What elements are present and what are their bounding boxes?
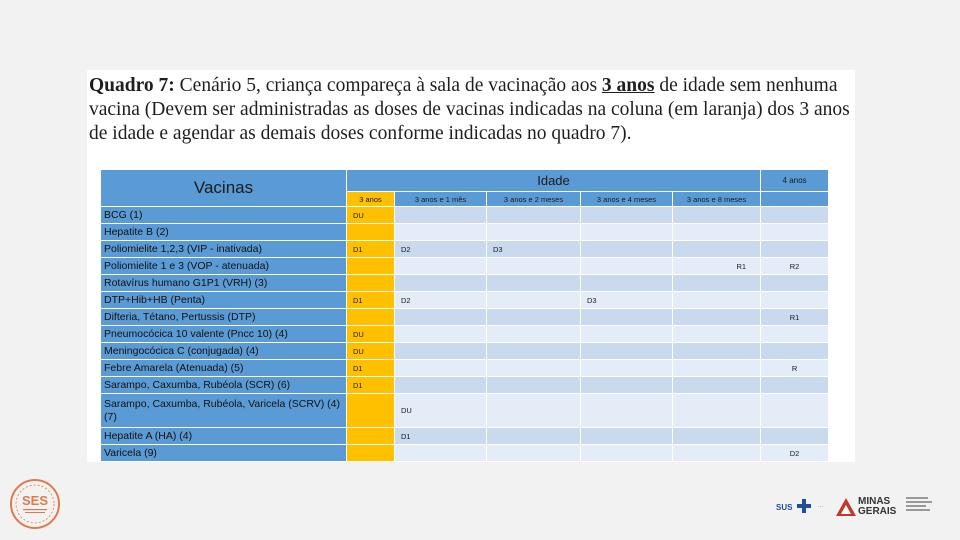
table-row [101, 394, 829, 428]
table-row [101, 428, 829, 445]
dose-cell: R1 [761, 309, 829, 326]
dose-cell [581, 377, 673, 394]
dose-cell: DU [347, 326, 395, 343]
minas-label: MINAS [858, 496, 891, 507]
title-text-a: Cenário 5, criança compareça à sala de vacinação aos [174, 75, 602, 96]
dose-cell: D3 [581, 292, 673, 309]
dose-cell [487, 207, 581, 224]
vaccine-name: Rotavírus humano G1P1 (VRH) (3) [101, 275, 347, 292]
table-row [101, 377, 829, 394]
dose-cell [347, 445, 395, 462]
dose-cell: D1 [347, 377, 395, 394]
dose-cell [761, 241, 829, 258]
dose-cell: R2 [761, 258, 829, 275]
dose-cell [581, 275, 673, 292]
dose-cell: D2 [761, 445, 829, 462]
dose-cell [487, 309, 581, 326]
age-column-header: 3 anos [347, 192, 395, 207]
dose-cell [395, 343, 487, 360]
dose-cell [581, 207, 673, 224]
dose-cell [347, 258, 395, 275]
vaccine-schedule-table [100, 169, 829, 462]
dose-cell [487, 275, 581, 292]
vaccine-name: Meningocócica C (conjugada) (4) [101, 343, 347, 360]
dose-cell [395, 309, 487, 326]
table-row [101, 241, 829, 258]
dose-cell: D2 [395, 241, 487, 258]
dose-cell: D1 [347, 360, 395, 377]
minas-gerais-subtext-lines [906, 497, 936, 511]
table-row [101, 445, 829, 462]
dose-cell [761, 377, 829, 394]
vaccine-name: Poliomielite 1 e 3 (VOP - atenuada) [101, 258, 347, 275]
vaccine-name: Hepatite A (HA) (4) [101, 428, 347, 445]
dose-cell: D1 [395, 428, 487, 445]
title-underlined-age: 3 anos [601, 75, 655, 96]
dose-cell [673, 326, 761, 343]
dose-cell [673, 445, 761, 462]
vaccine-table-wrapper [100, 169, 828, 460]
dose-cell [581, 394, 673, 428]
dose-cell [673, 377, 761, 394]
dose-cell [673, 309, 761, 326]
table-row [101, 326, 829, 343]
vaccine-table-body [101, 207, 829, 462]
dose-cell [395, 360, 487, 377]
dose-cell: D2 [395, 292, 487, 309]
table-row [101, 360, 829, 377]
dose-cell [673, 343, 761, 360]
age-column-header-empty [761, 192, 829, 207]
sus-logo-label: SUS [776, 503, 793, 512]
vaccine-name: Difteria, Tétano, Pertussis (DTP) [101, 309, 347, 326]
dose-cell: D1 [347, 241, 395, 258]
dose-cell [487, 394, 581, 428]
vaccine-name: Febre Amarela (Atenuada) (5) [101, 360, 347, 377]
dose-cell [673, 207, 761, 224]
dose-cell [395, 445, 487, 462]
table-row [101, 275, 829, 292]
dose-cell [581, 343, 673, 360]
dose-cell [673, 360, 761, 377]
dose-cell [673, 428, 761, 445]
dose-cell [673, 394, 761, 428]
minas-gerais-logo-text [858, 497, 896, 517]
dose-cell: D3 [487, 241, 581, 258]
sus-cross-icon [797, 499, 811, 513]
ses-logo-label: SES [21, 493, 49, 508]
dose-cell: DU [347, 207, 395, 224]
dose-cell [673, 275, 761, 292]
dose-cell [673, 292, 761, 309]
government-mark: ··· [818, 504, 823, 510]
dose-cell [761, 343, 829, 360]
dose-cell: DU [395, 394, 487, 428]
table-row [101, 343, 829, 360]
dose-cell [395, 377, 487, 394]
dose-cell [673, 241, 761, 258]
dose-cell [487, 224, 581, 241]
dose-cell [347, 224, 395, 241]
age-column-header: 3 anos e 2 meses [487, 192, 581, 207]
dose-cell [761, 275, 829, 292]
table-row [101, 207, 829, 224]
age-column-header: 3 anos e 8 meses [673, 192, 761, 207]
dose-cell [761, 428, 829, 445]
slide-panel [87, 70, 855, 462]
dose-cell [761, 292, 829, 309]
title-prefix: Quadro 7: [89, 75, 175, 96]
vaccine-name: Sarampo, Caxumba, Rubéola, Varicela (SCRV) (4) (7) [101, 394, 347, 428]
vacinas-header: Vacinas [101, 170, 347, 207]
dose-cell [761, 207, 829, 224]
gerais-label: GERAIS [858, 506, 897, 517]
four-years-header: 4 anos [761, 170, 829, 192]
dose-cell: D1 [347, 292, 395, 309]
dose-cell [581, 360, 673, 377]
dose-cell [581, 224, 673, 241]
dose-cell [395, 275, 487, 292]
age-column-header: 3 anos e 4 meses [581, 192, 673, 207]
minas-gerais-triangle-icon [836, 498, 856, 516]
dose-cell [395, 207, 487, 224]
table-row [101, 292, 829, 309]
dose-cell [581, 309, 673, 326]
dose-cell [395, 258, 487, 275]
table-row [101, 258, 829, 275]
quadro-title [89, 74, 853, 146]
dose-cell [487, 326, 581, 343]
vaccine-name: Poliomielite 1,2,3 (VIP - inativada) [101, 241, 347, 258]
dose-cell [581, 241, 673, 258]
dose-cell [487, 258, 581, 275]
dose-cell [581, 445, 673, 462]
vaccine-name: BCG (1) [101, 207, 347, 224]
ses-logo-icon [9, 478, 61, 530]
dose-cell [347, 275, 395, 292]
vaccine-name: Pneumocócica 10 valente (Pncc 10) (4) [101, 326, 347, 343]
dose-cell: DU [347, 343, 395, 360]
dose-cell [761, 224, 829, 241]
title-text-b: de idade sem nenhuma vacina (Devem ser administradas as doses de vacinas indicadas na coluna (em laranja) dos 3 anos de idade e agendar as demais doses conforme indicadas no quadro 7). [89, 75, 850, 144]
vaccine-name: DTP+Hib+HB (Penta) [101, 292, 347, 309]
dose-cell [347, 394, 395, 428]
vaccine-name: Sarampo, Caxumba, Rubéola (SCR) (6) [101, 377, 347, 394]
dose-cell: R1 [673, 258, 761, 275]
table-row [101, 309, 829, 326]
dose-cell [487, 445, 581, 462]
dose-cell [487, 377, 581, 394]
dose-cell [581, 258, 673, 275]
vaccine-name: Varicela (9) [101, 445, 347, 462]
idade-header: Idade [347, 170, 761, 192]
dose-cell [487, 360, 581, 377]
vaccine-name: Hepatite B (2) [101, 224, 347, 241]
dose-cell [761, 394, 829, 428]
age-column-header: 3 anos e 1 mês [395, 192, 487, 207]
dose-cell [487, 428, 581, 445]
dose-cell [395, 224, 487, 241]
table-row [101, 224, 829, 241]
dose-cell [581, 326, 673, 343]
dose-cell [581, 428, 673, 445]
dose-cell [347, 428, 395, 445]
dose-cell [487, 343, 581, 360]
dose-cell: R [761, 360, 829, 377]
dose-cell [395, 326, 487, 343]
dose-cell [347, 309, 395, 326]
dose-cell [487, 292, 581, 309]
dose-cell [673, 224, 761, 241]
dose-cell [761, 326, 829, 343]
